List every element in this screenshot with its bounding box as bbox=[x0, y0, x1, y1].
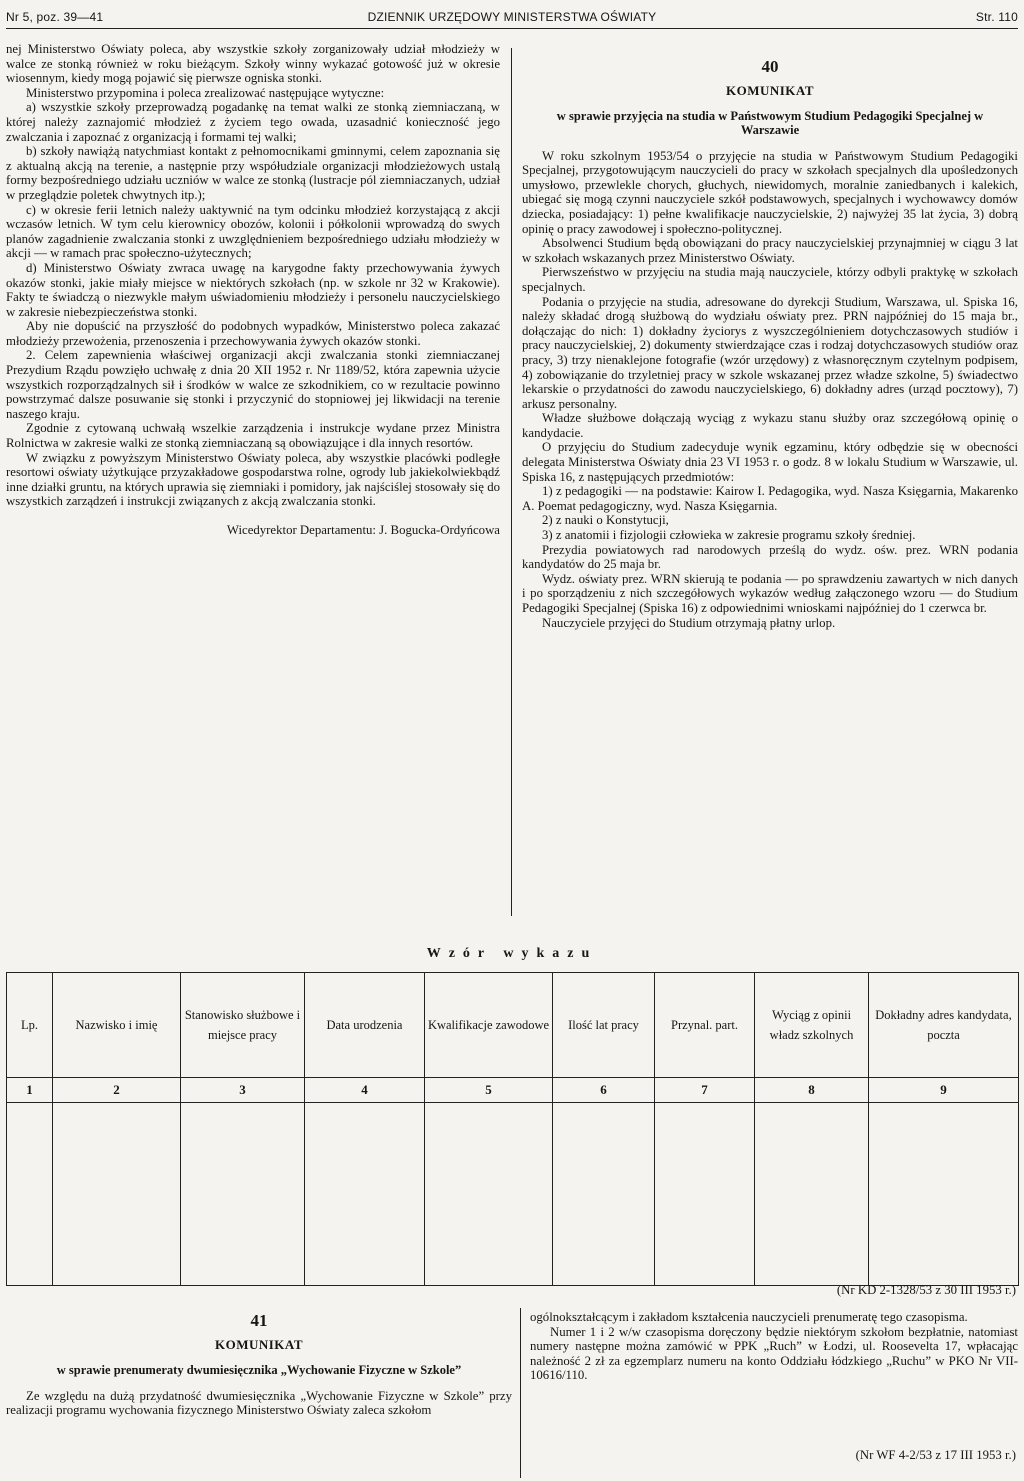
table-cell bbox=[305, 1103, 425, 1286]
doc39-paragraph: Ministerstwo przypomina i poleca zrealizować następujące wytyczne: bbox=[26, 85, 385, 100]
column-number: 3 bbox=[181, 1078, 305, 1103]
doc39-column bbox=[6, 42, 500, 538]
doc41-subject: w sprawie prenumeraty dwumiesięcznika „Wychowanie Fizyczne w Szkole” bbox=[56, 1362, 462, 1377]
doc40-paragraph: Władze służbowe dołączają wyciąg z wykazu stanu służby oraz szczegółową opinię o kandydacie. bbox=[522, 411, 1018, 440]
doc40-number: 40 bbox=[761, 57, 779, 76]
doc41-reference: (Nr WF 4-2/53 z 17 III 1953 r.) bbox=[855, 1448, 1016, 1462]
table-cell bbox=[869, 1103, 1019, 1286]
doc40-paragraph: Prezydia powiatowych rad narodowych prześlą do wydz. ośw. prez. WRN podania kandydatów do 25 maja br. bbox=[522, 542, 1018, 572]
table-cell bbox=[755, 1103, 869, 1286]
doc39-signature: Wicedyrektor Departamentu: J. Bogucka-Ordyńcowa bbox=[226, 523, 500, 537]
doc39-paragraph: Aby nie dopuścić na przyszłość do podobnych wypadków, Ministerstwo poleca zakazać młodzieży przewożenia, przenoszenia i przechowywania żywych okazów stonki. bbox=[6, 319, 500, 348]
doc41-left-column bbox=[6, 1310, 512, 1418]
table-header-cell: Ilość lat pracy bbox=[553, 973, 655, 1078]
doc40-paragraph: W roku szkolnym 1953/54 o przyjęcie na studia w Państwowym Studium Pedagogiki Specjalnej, przygotowującym nauczycieli do pracy w szkołach specjalnych dla upośledzonych umysłowo, przewlekle chorych, głuchych, niewidomych, moralnie zaniedbanych i kalekich, ubiegać się mogą czynni nauczyciele szkół podstawowych, specjalnych i wychowawcy domów dziecka, posiadający: 1) pełne kwalifikacje nauczycielskie, 2) najwyżej 35 lat życia, 3) dobrą opinię o pracy zawodowej i społeczno-politycznej. bbox=[522, 148, 1018, 236]
column-number: 9 bbox=[869, 1078, 1019, 1103]
table-title: Wzór wykazu bbox=[426, 946, 598, 961]
column-number: 4 bbox=[305, 1078, 425, 1103]
table-header-row bbox=[7, 973, 1019, 1078]
doc39-paragraph: 2. Celem zapewnienia właściwej organizacji akcji zwalczania stonki ziemniaczanej Prezydium Rządu powzięło uchwałę z dnia 20 XII 1952 r. Nr 1189/52, która zapewnia użycie wszystkich rozporządzalnych sił i środków w walce ze szkodnikiem, co w rezultacie powinno powstrzymać dalsze posuwanie się stonki i przyczynić do stopniowej jej likwidacji na terenie naszego kraju. bbox=[6, 348, 500, 421]
doc41-heading: KOMUNIKAT bbox=[214, 1337, 304, 1352]
table-cell bbox=[53, 1103, 181, 1286]
doc40-paragraph: O przyjęciu do Studium zadecyduje wynik egzaminu, który odbędzie się w obecności delegata Ministerstwa Oświaty dnia 23 VI 1953 r. o godz. 8 w lokalu Studium w Warszawie, ul. Spiska 16, z następujących przedmiotów: bbox=[522, 440, 1018, 484]
table-cell bbox=[553, 1103, 655, 1286]
table-cell bbox=[655, 1103, 755, 1286]
doc40-paragraph: 3) z anatomii i fizjologii człowieka w zakresie programu szkoły średniej. bbox=[542, 528, 916, 543]
doc39-paragraph: a) wszystkie szkoły przeprowadzą pogadankę na temat walki ze stonką ziemniaczaną, w której należy zaznajomić młodzież z życiem tego owada, uzasadnić konieczność jego zwalczania i zapoznać z organizacją i formami tej walki; bbox=[6, 100, 500, 144]
column-divider bbox=[511, 48, 512, 916]
column-number: 1 bbox=[7, 1078, 53, 1103]
doc41-paragraph: ogólnokształcącym i zakładom kształcenia nauczycieli prenumeratę tego czasopisma. bbox=[530, 1310, 968, 1324]
column-number: 5 bbox=[425, 1078, 553, 1103]
page-number: Str. 110 bbox=[975, 10, 1018, 24]
header-rule bbox=[6, 28, 1018, 29]
table-header-cell: Dokładny adres kandydata, poczta bbox=[869, 973, 1019, 1078]
doc40-paragraph: Pierwszeństwo w przyjęciu na studia mają nauczyciele, którzy odbyli praktykę w szkołach specjalnych. bbox=[522, 265, 1018, 294]
doc40-heading: KOMUNIKAT bbox=[725, 83, 815, 98]
doc39-paragraph: b) szkoły nawiążą natychmiast kontakt z pełnomocnikami gminnymi, celem zapoznania się z aktualną akcją na terenie, a następnie przy współudziale organizacji młodzieżowych ustalą formy bezpośredniego udziału uczniów w walce ze stonką (lustracje pól ziemniaczanych, udział w przeglądzie poletek chwytnych itp.); bbox=[6, 144, 500, 202]
doc39-paragraph: d) Ministerstwo Oświaty zwraca uwagę na karygodne fakty przechowywania żywych okazów stonki, jakie miały miejsce w niektórych szkołach (np. w szkole nr 32 w Krakowie). Fakty te świadczą o niezwykle małym uświadomieniu młodzieży i personelu nauczycielskiego w zakresie niebezpieczeństwa stonki. bbox=[6, 260, 500, 319]
table-header-cell: Lp. bbox=[7, 973, 53, 1078]
table-header-cell: Przynal. part. bbox=[655, 973, 755, 1078]
page-header bbox=[6, 6, 1018, 30]
table-header-cell: Nazwisko i imię bbox=[53, 973, 181, 1078]
doc40-paragraph: 1) z pedagogiki — na podstawie: Kairow I. Pedagogika, wyd. Nasza Księgarnia, Makarenko A. Poemat pedagogiczny, wyd. Nasza Księgarnia. bbox=[522, 484, 1018, 513]
doc39-paragraph: Zgodnie z cytowaną uchwałą wszelkie zarządzenia i instrukcje wydane przez Ministra Rolnictwa w zakresie walki ze stonką ziemniaczaną są obowiązujące i dla innych resortów. bbox=[6, 421, 500, 451]
journal-title: DZIENNIK URZĘDOWY MINISTERSTWA OŚWIATY bbox=[367, 10, 657, 24]
column-divider bbox=[520, 1308, 521, 1478]
doc40-paragraph: 2) z nauki o Konstytucji, bbox=[542, 513, 669, 528]
doc40-paragraph: Nauczyciele przyjęci do Studium otrzymają płatny urlop. bbox=[542, 615, 836, 630]
doc41-right-column bbox=[530, 1310, 1018, 1383]
table-number-row bbox=[7, 1078, 1019, 1103]
doc40-subject: w sprawie przyjęcia na studia w Państwowym Studium Pedagogiki Specjalnej w Warszawie bbox=[556, 108, 984, 137]
doc41-paragraph: Ze względu na dużą przydatność dwumiesięcznika „Wychowanie Fizyczne w Szkole” przy realizacji programu wychowania fizycznego Ministerstwo Oświaty zaleca szkołom bbox=[6, 1388, 512, 1418]
issue-number: Nr 5, poz. 39—41 bbox=[6, 10, 104, 24]
column-number: 2 bbox=[53, 1078, 181, 1103]
column-number: 7 bbox=[655, 1078, 755, 1103]
doc39-paragraph: c) w okresie ferii letnich należy uaktywnić na tym odcinku młodzież korzystającą z akcji wczasów letnich. W tym celu kierownicy obozów, kolonii i półkolonii wprowadzą do swych planów zagadnienie zwalczania stonki z uwzględnieniem bezpośredniego udziału młodzieży w akcji — w ramach prac społeczno-użytecznych; bbox=[6, 202, 500, 261]
wzor-wykazu-table bbox=[6, 972, 1019, 1286]
doc40-reference: (Nr KD 2-1328/53 z 30 III 1953 r.) bbox=[836, 1283, 1016, 1297]
table-header-cell: Stanowisko służbowe i miejsce pracy bbox=[181, 973, 305, 1078]
table-header-cell: Data urodzenia bbox=[305, 973, 425, 1078]
table-cell bbox=[181, 1103, 305, 1286]
table-header-cell: Kwalifikacje zawodowe bbox=[425, 973, 553, 1078]
table-cell bbox=[7, 1103, 53, 1286]
column-number: 8 bbox=[755, 1078, 869, 1103]
doc40-paragraph: Absolwenci Studium będą obowiązani do pracy nauczycielskiej przynajmniej w ciągu 3 lat w szkołach wskazanych przez Ministerstwo Oświaty. bbox=[522, 236, 1018, 265]
doc39-paragraph: nej Ministerstwo Oświaty poleca, aby wszystkie szkoły zorganizowały udział młodzieży w walce ze stonką również w roku bieżącym. Szkoły winny wykazać gotowość już w okresie wiosennym, kiedy mogą pojawić się pierwsze ogniska stonki. bbox=[6, 42, 500, 86]
table-header-cell: Wyciąg z opinii władz szkolnych bbox=[755, 973, 869, 1078]
doc39-paragraph: W związku z powyższym Ministerstwo Oświaty poleca, aby wszystkie placówki podległe resortowi oświaty użytkujące przyzakładowe gospodarstwa rolne, ogrody lub jakiekolwiekbądź inne działki gruntu, na których uprawia się ziemniaki i pomidory, jak najściślej stosowały się do wszystkich zarządzeń i instrukcji związanych z akcją zwalczania stonki. bbox=[6, 450, 500, 509]
doc40-paragraph: Podania o przyjęcie na studia, adresowane do dyrekcji Studium, Warszawa, ul. Spiska 16, należy składać drogą służbową do wydziału oświaty prez. PRN najpóźniej do 15 maja br., dołączając do nich: 1) dokładny życiorys z wyszczególnieniem dotychczasowych studiów i pracy nauczycielskiej, 2) dokumenty stwierdzające czas i rodzaj dotychczasowych studiów oraz pracy, 3) trzy nienaklejone fotografie (wzór urzędowy) z własnoręcznym czytelnym podpisem, 4) zobowiązanie do trzyletniej pracy w szkole wskazanej przez władze szkolne, 5) świadectwo lekarskie o przydatności do zawodu nauczycielskiego, 6) dokładny adres (urząd pocztowy), 7) arkusz personalny. bbox=[522, 294, 1018, 411]
doc40-column bbox=[522, 56, 1018, 630]
doc41-number: 41 bbox=[250, 1311, 268, 1330]
column-number: 6 bbox=[553, 1078, 655, 1103]
table-cell bbox=[425, 1103, 553, 1286]
doc41-paragraph: Numer 1 i 2 w/w czasopisma doręczony będzie niektórym szkołom bezpłatnie, natomiast numery następne można zamówić w PPK „Ruch” w Łodzi, ul. Roosevelta 17, wpłacając należność 2 zł za egzemplarz numeru na konto Oddziału łódzkiego „Ruchu” w PKO Nr VII-10616/110. bbox=[530, 1324, 1018, 1383]
doc40-paragraph: Wydz. oświaty prez. WRN skierują te podania — po sprawdzeniu zawartych w nich danych i po sporządzeniu z nich szczegółowych wykazów według załączonego wzoru — do Studium Pedagogiki Specjalnej (Spiska 16) z odpowiednimi wnioskami najpóźniej do 1 czerwca br. bbox=[522, 571, 1018, 615]
table-empty-row bbox=[7, 1103, 1019, 1286]
